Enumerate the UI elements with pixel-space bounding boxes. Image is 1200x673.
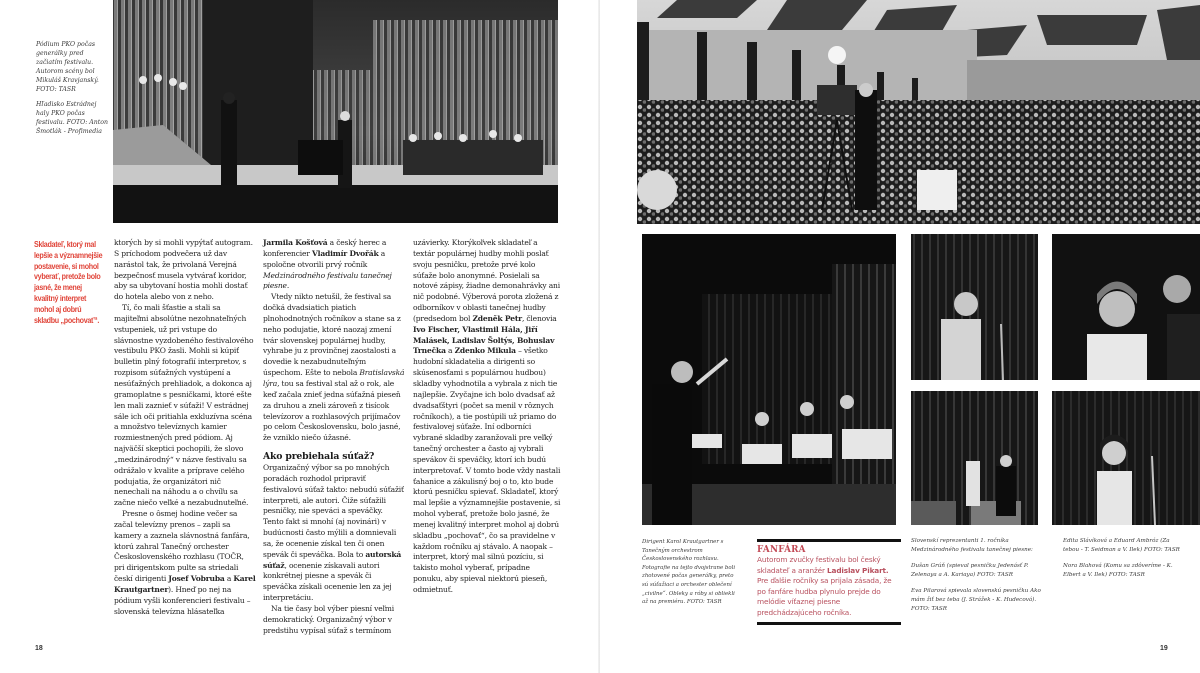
name-ladislav-pikart: Ladislav Pikart.	[827, 565, 889, 575]
paragraph	[114, 509, 256, 617]
sidebar-title: FANFÁRA	[757, 545, 806, 555]
caption-line: Dušan Grúň (spieval pesničku Jedenásť P. Zelenaya a A. Kariaya) FOTO: TASR	[911, 563, 1029, 578]
name-josef-vobruba: Josef Vobruba	[168, 574, 225, 584]
paragraph: Tí, čo mali šťastie a stali sa majiteľmi absolútne nezohnateľných vstupeniek, už pri vstupe do slávnostne vyzdobeného festivalového vestibulu PKO žasli. Mohli si kúpiť bulletin plný fotografií interpretov, s rozpisom súťažných vystúpení a nesúťažných prehliadok, a dokonca aj gramoplatne s pesničkami, ktoré ešte len mali zaznieť v súťaži! V estrádnej sále ich oči pritiahla exkluzívna scéna a množstvo televíznych kamier rozmiestnených pred pódiom. Aj najväčší skeptici pochopili, že slovo „medzinárodný“ v názve festivalu sa odrážalo v kvalite a príprave celého podujatia, že organizátori nič nenechali na náhodu a o chvíľu sa začne niečo veľké a nezabudnuteľné.	[114, 303, 254, 508]
fanfara-sidebar	[757, 539, 901, 625]
text-run: Vtedy nikto netušil, že festival sa dočká dvadsiatich piatich plnohodnotných ročníkov a stane sa z neho podujatie, ktoré naozaj zmení tvár slovenskej populárnej hudby, vyhrabe ju z provinčnej zaostalosti a dovedie k nezabudnuteľným úspechom. Ešte to nebola	[263, 292, 401, 378]
caption-line: Slovenskí reprezentanti 1. ročníka Medzinárodného festivalu tanečnej piesne:	[911, 538, 1033, 553]
audience-hall-photo	[637, 0, 1200, 224]
paragraph: ktorých by si mohli vypýtať autogram. S príchodom podvečera už dav narástol tak, že privolaná Verejná bezpečnosť musela vytvárať koridor, aby sa ubytovaní hostia mohli dostať do hotela alebo von z neho.	[114, 238, 253, 302]
paragraph: Na tie časy bol výber piesní veľmi demokratický. Organizačný výbor v predstihu vypísal súťaž s termínom	[263, 604, 394, 635]
female-singer-microphone-photo	[1052, 391, 1200, 525]
text-run: .	[286, 281, 290, 291]
caption-line: Eva Pilarová spievala slovenskú pesničku Ako mám žiť bez teba (J. Strážek - K. Hudecová). FOTO: TASR	[911, 588, 1041, 612]
caption-line: Nora Blahová (Komu sa zdôveríme - K. Elbert a V. Ilek) FOTO: TASR	[1063, 563, 1173, 578]
subheading: Ako prebiehala súťaž?	[263, 451, 375, 463]
paragraph	[263, 238, 405, 292]
text-run: Organizačný výbor sa po mnohých poradách rozhodol pripraviť festivalovú súťaž takto: nebudú súťažiť interpreti, ale autori. Čiže súťažili pesničky, nie speváci a speváčky. Tento fakt si mnohí (aj novinári) v budúcnosti často mýlili a domnievali sa, že ocenenie získal ten či onen spevák či speváčka. Bola to	[263, 463, 404, 559]
text-run: uzávierky. Ktorýkoľvek skladateľ a textár populárnej hudby mohli poslať svoju pesničku, pretože prvé kolo súťaže bolo anonymné. Posielali sa notové zápisy, žiadne demonahrávky ani nič podobné. Výberová porota zložená z odborníkov v oblasti tanečnej hudby (predsedom bol	[413, 238, 560, 323]
name-vladimir-dvorak: Vladimír Dvořák	[311, 248, 379, 258]
jury-member-names: Ivo Fischer, Vlastimil Hála, Jiří Malásek, Ladislav Šoltýs, Bohuslav Trnečka	[413, 324, 555, 356]
page-number-right: 19	[1160, 645, 1168, 652]
text-run: a český herec a konferencier	[263, 238, 387, 258]
caption-duo	[1063, 537, 1183, 587]
name-karel-krautgartner: Karel Krautgartner	[114, 574, 256, 594]
rule	[757, 539, 901, 542]
text-run: Autorom zvučky festivalu bol český skladateľ a aranžér	[757, 555, 881, 575]
conductor-orchestra-photo	[642, 234, 896, 525]
festival-name-lyra: Bratislavská lýra	[263, 368, 405, 388]
sidebar-text	[757, 555, 901, 619]
caption-stage: Pódium PKO počas generálky pred začiatím festivalu. Autorom scény bol Mikuláš Kravjanský. FOTO: TASR	[36, 41, 99, 93]
stage-photo	[113, 0, 558, 223]
emphasis: autorská súťaž	[263, 549, 402, 570]
name-zdenek-petr: Zdeněk Petr	[472, 313, 522, 323]
text-run: ). Hneď po nej na pódium vyšli konferencieri festivalu – slovenská televízna hlásateľka	[114, 585, 251, 616]
name-jarmila-kostova: Jarmila Košťová	[263, 238, 328, 247]
page-number-left: 18	[35, 645, 43, 652]
male-singer-photo	[911, 234, 1038, 380]
caption-hall: Hľadisko Estrádnej haly PKO počas festivalu. FOTO: Anton Šmotlák - Profimedia	[36, 101, 108, 135]
text-run: a	[445, 346, 455, 356]
text-run: , členovia	[521, 313, 557, 323]
caption-singers	[911, 537, 1041, 621]
text-run: Presne o ôsmej hodine večer sa začal televízny prenos – zapli sa kamery a zaznela slávnostná fanfára, ktorú zahral Tanečný orchester Československého rozhlasu (TOČR, pri dirigentskom pulte sa striedali českí dirigenti	[114, 509, 250, 584]
female-singer-stage-photo	[911, 391, 1038, 525]
text-run: a spoločne otvorili prvý ročník	[263, 248, 386, 269]
festival-name: Medzinárodného festivalu tanečnej piesne	[263, 270, 392, 291]
article-column-1	[114, 238, 256, 618]
rule	[757, 622, 901, 625]
text-run: Pre ďalšie ročníky sa prijala zásada, že po fanfáre hudba plynulo prejde do melódie víťaznej piesne predchádzajúceho ročníka.	[757, 576, 892, 617]
duo-singers-photo	[1052, 234, 1200, 380]
text-run: , ocenenie získavali autori konkrétnej piesne a spevák či speváčka získali ocenenie len za jej interpretáciu.	[263, 560, 392, 603]
paragraph	[413, 238, 561, 596]
caption-line: Edita Slávíková a Eduard Ambróz (Za tebou - T. Seidman a V. Ilek) FOTO: TASR	[1063, 538, 1180, 553]
paragraph	[263, 292, 405, 444]
text-run: – všetko hudobní skladatelia a dirigenti so skúsenosťami s populárnou hudbou) skladby vyhodnotila a vybrala z nich tie najlepšie. Zvyčajne ich bolo dvadsať až dvadsaťštyri (počet sa menil v rôznych ročníkoch), a tie postúpili už priamo do festivalovej súťaže. Iní odborníci vybrané skladby zaranžovali pre veľký tanečný orchester a často aj vybrali spevákov či speváčky, ktorí ich budú interpretovať. V tomto bode vždy nastali ťahanice a zákulisný boj o to, kto bude ktorú pesničku spievať. Skladateľ, ktorý mal lepšie a významnejšie postavenie, si mohol vyberať, pretože bolo jasné, že menej kvalitný interpret mohol aj dobrú skladbu „pochovať“, čo sa pravidelne v každom ročníku aj stávalo. A naopak – interpret, ktorý mal silnú pozíciu, si takisto mohol vyberať, prípadne ponuku, aby spieval niektorú pieseň, odmietnuť.	[413, 346, 561, 594]
pull-quote: Skladateľ, ktorý mal lepšie a významnejšie postavenie, si mohol vyberať, pretože bolo jasné, že menej kvalitný interpret mohol aj dobrú skladbu „pochovať“.	[34, 239, 103, 325]
caption-conductor: Dirigent Karol Krautgartner s Tanečným orchestrom Československého rozhlasu. Fotografie na tejto dvojstrane boli zhotovené počas generálky, preto sú súťažiaci a orchester oblečení „civilne“. Obleky a róby si obliekli až na premiéru. FOTO: TASR	[642, 539, 736, 606]
name-zdenko-mikula: Zdenko Mikula	[454, 346, 516, 356]
left-photo-captions	[36, 40, 108, 142]
text-run: , tou sa festival stal až o rok, ale keď začala znieť jedna súťažná pieseň za druhou a zneli zároveň z tisícok televízorov a rozhlasových prijímačov po celom Československu, bolo jasné, že vzniklo niečo úžasné.	[263, 378, 401, 443]
paragraph	[263, 463, 405, 604]
article-column-3	[413, 238, 561, 596]
article-column-2	[263, 238, 405, 637]
text-run: a	[224, 574, 234, 584]
